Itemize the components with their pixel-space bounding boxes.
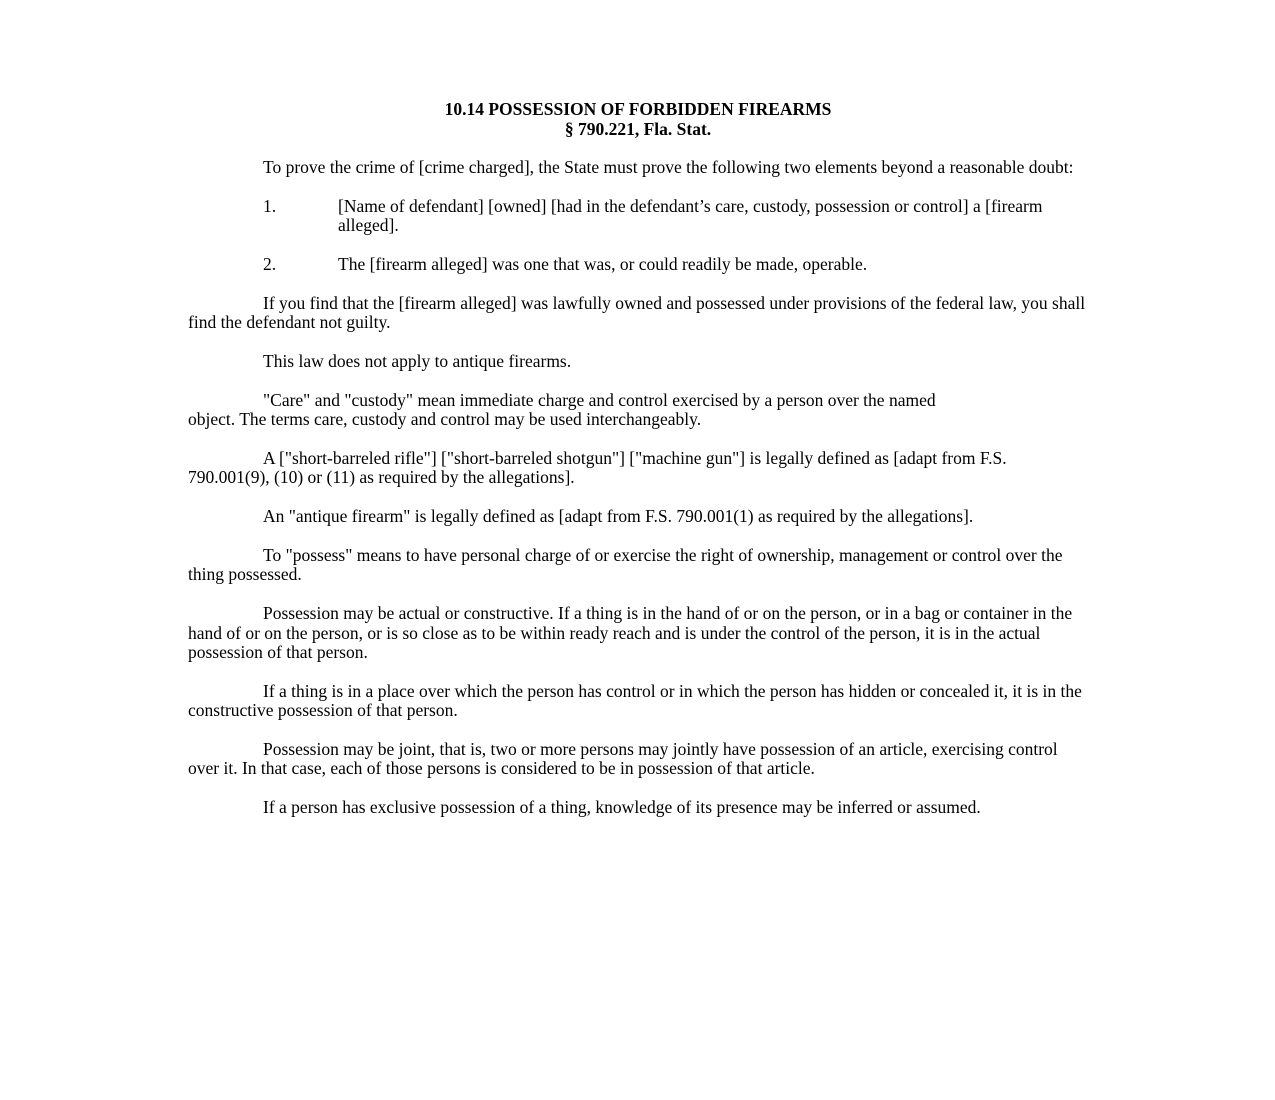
element-number: 1. <box>263 195 277 216</box>
paragraph-weapon-definition: A ["short-barreled rifle"] ["short-barreled shotgun"] ["machine gun"] is legally defined as [adapt from F.S. 790.001(9), (10) or (11) as required by the allegations]. <box>188 448 1007 488</box>
paragraph-care-custody: "Care" and "custody" mean immediate charge and control exercised by a person over the named object. The terms care, custody and control may be used interchangeably. <box>188 389 936 430</box>
element-text: The [firearm alleged] was one that was, or could readily be made, operable. <box>338 254 868 274</box>
element-item <box>188 197 1088 236</box>
paragraph-antique-exception: This law does not apply to antique firearms. <box>263 351 572 371</box>
paragraph-antique-definition: An "antique firearm" is legally defined as [adapt from F.S. 790.001(1) as required by the allegations]. <box>263 506 974 527</box>
paragraph-actual-constructive: Possession may be actual or constructive. If a thing is in the hand of or on the person, or in a bag or container in the hand of or on the person, or is so close as to be within ready reach and is under the control of the person, it is in the actual possession of that person. <box>188 603 1073 663</box>
element-item <box>188 255 1088 274</box>
document-page <box>188 100 1088 837</box>
paragraph-joint-possession: Possession may be joint, that is, two or more persons may jointly have possession of an article, exercising control over it. In that case, each of those persons is considered to be in possession of that article. <box>188 739 1058 779</box>
statute-citation: § 790.221, Fla. Stat. <box>564 118 712 139</box>
paragraph-exclusive-possession: If a person has exclusive possession of a thing, knowledge of its presence may be inferred or assumed. <box>263 797 981 818</box>
elements-list <box>188 197 1088 275</box>
intro-paragraph: To prove the crime of [crime charged], the State must prove the following two elements beyond a reasonable doubt: <box>263 157 1074 177</box>
title-block <box>188 100 1088 139</box>
paragraph-federal-law: If you find that the [firearm alleged] was lawfully owned and possessed under provisions of the federal law, you shall find the defendant not guilty. <box>188 292 1086 333</box>
element-number: 2. <box>263 254 277 274</box>
paragraph-possess-definition: To "possess" means to have personal charge of or exercise the right of ownership, management or control over the thing possessed. <box>188 545 1063 585</box>
element-text: [Name of defendant] [owned] [had in the defendant’s care, custody, possession or control] a [firearm alleged]. <box>338 195 1043 236</box>
paragraph-constructive-possession: If a thing is in a place over which the person has control or in which the person has hidden or concealed it, it is in the constructive possession of that person. <box>188 680 1082 721</box>
document-title: 10.14 POSSESSION OF FORBIDDEN FIREARMS <box>444 99 832 119</box>
